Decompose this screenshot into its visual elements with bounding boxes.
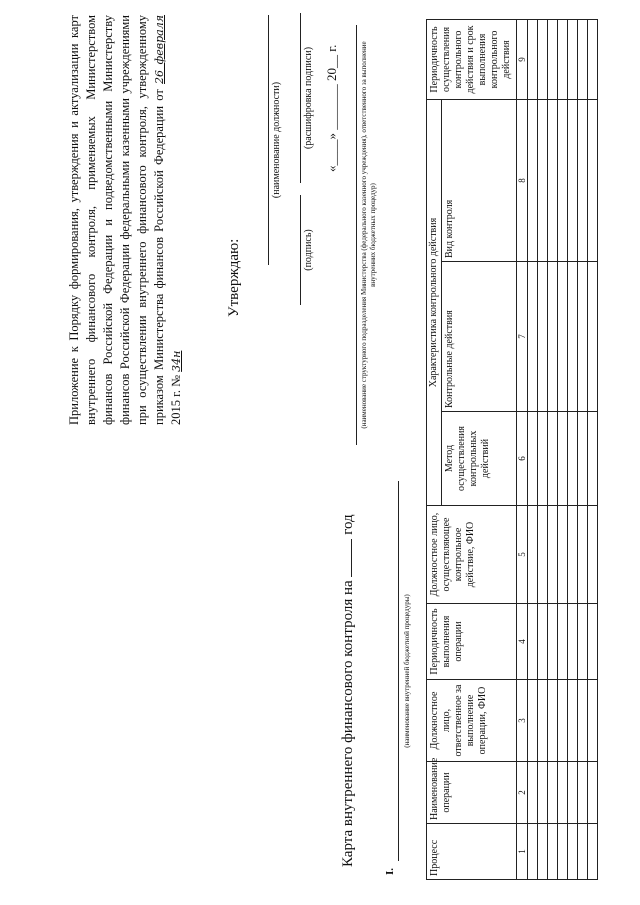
department-caption: (наименование структурного подразделения Министерства (федерального казенного учреждения), ответственного за выполнение внутренних бюджетных процедур) bbox=[360, 41, 377, 429]
table-row bbox=[578, 19, 588, 879]
decoding-line bbox=[300, 13, 301, 183]
col-header-group: Характеристика контрольного действия bbox=[427, 99, 442, 505]
table-row bbox=[558, 19, 568, 879]
appendix-note bbox=[66, 15, 185, 425]
process-number: I. bbox=[384, 867, 396, 875]
map-title bbox=[340, 514, 357, 867]
table-header-top bbox=[427, 19, 442, 879]
col-header-control-period: Периодичность осуществления контрольного действия и срок выполнения контрольного действия bbox=[427, 19, 517, 99]
col-number: 9 bbox=[517, 19, 528, 99]
col-header-method: Метод осуществления контрольных действий bbox=[442, 412, 517, 506]
table-row bbox=[588, 19, 598, 879]
table-row bbox=[538, 19, 548, 879]
appendix-date-year: 2015 г. № bbox=[169, 374, 183, 425]
col-header-responsible: Должностное лицо, ответственное за выполнение операции, ФИО bbox=[427, 680, 517, 762]
signature-line bbox=[300, 195, 301, 305]
col-header-actions: Контрольные действия bbox=[442, 262, 517, 412]
table-row bbox=[528, 19, 538, 879]
approval-date-line: «____» _______ 20__ г. bbox=[324, 44, 339, 172]
control-map-table bbox=[426, 19, 598, 880]
procedure-line bbox=[398, 481, 399, 861]
col-header-controller: Должностное лицо, осуществляющее контрольное действие, ФИО bbox=[427, 506, 517, 604]
table-number-row bbox=[517, 19, 528, 879]
map-title-start: Карта внутреннего финансового контроля на bbox=[340, 580, 356, 867]
procedure-caption: (наименование внутренней бюджетной процедуры) bbox=[403, 594, 411, 748]
table-row bbox=[548, 19, 558, 879]
col-number: 5 bbox=[517, 506, 528, 604]
col-number: 1 bbox=[517, 824, 528, 880]
position-caption: (наименование должности) bbox=[271, 81, 282, 199]
decoding-caption: (расшифровка подписи) bbox=[303, 46, 314, 150]
col-number: 4 bbox=[517, 604, 528, 680]
appendix-text: Приложение к Порядку формирования, утверждения и актуализации карт внутреннего финансового контроля, применяемых Министерством финансов Российской Федерации и подведомственными Министерству финансов Российской Федерации федеральными казенными учреждениями при осуществлении внутреннего финансового контроля, утвержденному приказом Министерства финансов Российской Федерации bbox=[67, 15, 166, 425]
department-line bbox=[356, 25, 357, 445]
col-number: 8 bbox=[517, 99, 528, 261]
year-blank bbox=[351, 539, 352, 577]
table-row bbox=[568, 19, 578, 879]
col-number: 6 bbox=[517, 412, 528, 506]
col-number: 3 bbox=[517, 680, 528, 762]
col-number: 7 bbox=[517, 262, 528, 412]
appendix-date-handwritten: 26 февраля bbox=[153, 14, 166, 84]
col-header-operation: Наименование операции bbox=[427, 762, 517, 824]
appendix-date-prefix: от bbox=[152, 89, 166, 101]
col-header-control-type: Вид контроля bbox=[442, 99, 517, 261]
signature-caption: (подпись) bbox=[303, 229, 314, 271]
col-number: 2 bbox=[517, 762, 528, 824]
col-header-process: Процесс bbox=[427, 824, 517, 880]
col-header-operation-period: Периодичность выполнения операции bbox=[427, 604, 517, 680]
position-line bbox=[268, 15, 269, 265]
appendix-order-number: 34н bbox=[170, 350, 183, 372]
approval-title: Утверждаю: bbox=[226, 238, 242, 317]
map-title-end: год bbox=[340, 514, 356, 535]
